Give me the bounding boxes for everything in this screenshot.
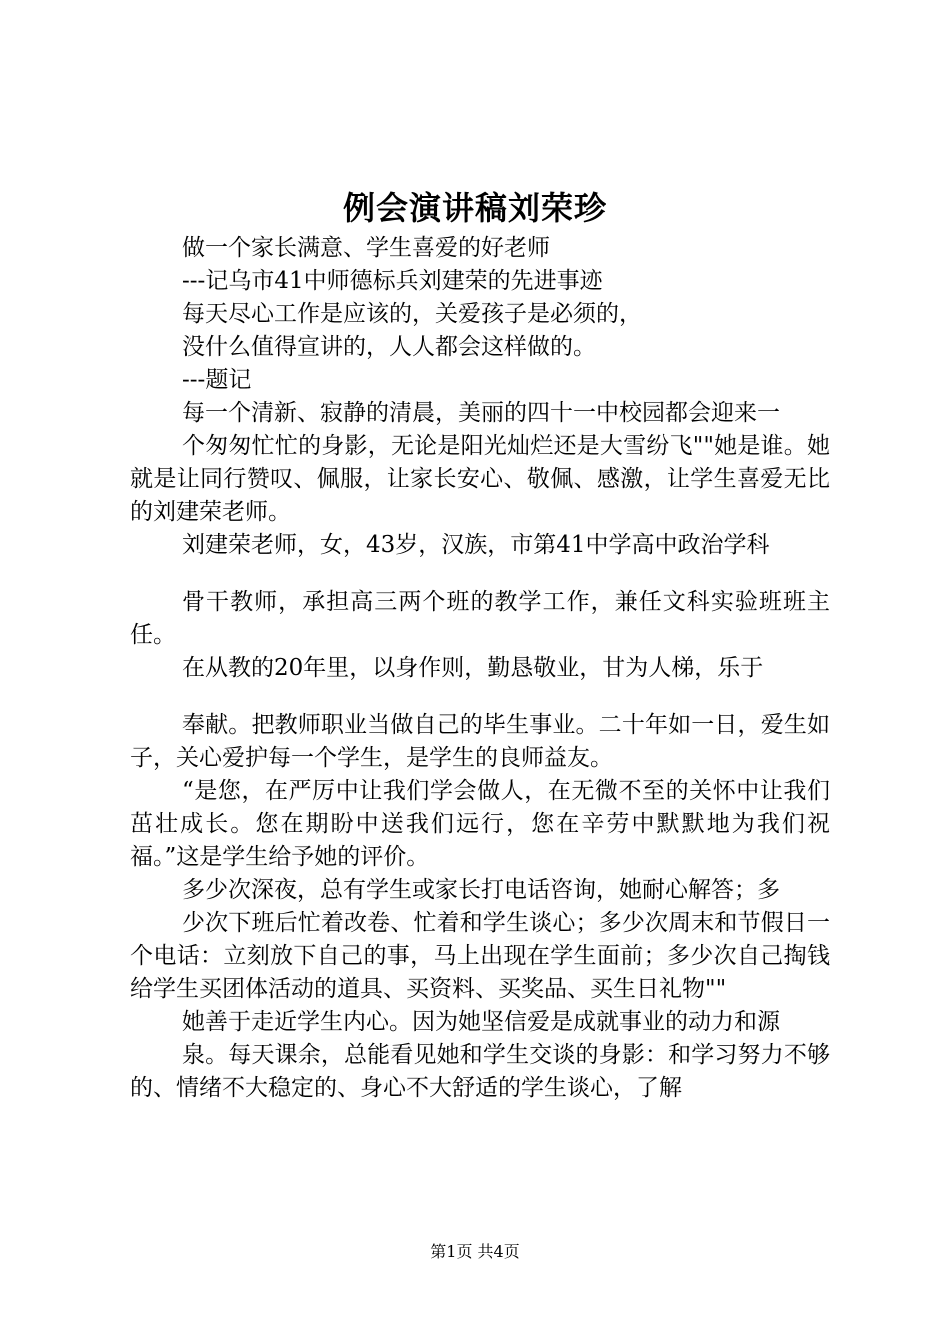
body-paragraph: 在从教的20年里，以身作则，勤恳敬业，甘为人梯，乐于 — [182, 655, 764, 681]
body-paragraph: “是您，在严厉中让我们学会做人，在无微不至的关怀中让我们茁壮成长。您在期盼中送我们远行，您在辛劳中默默地为我们祝福。”这是学生给予她的评价。 — [130, 778, 830, 870]
subtitle-byline: ---记乌市41中师德标兵刘建荣的先进事迹 — [182, 268, 603, 294]
document-title: 例会演讲稿刘荣珍 — [342, 189, 607, 227]
body-paragraph: 个匆匆忙忙的身影，无论是阳光灿烂还是大雪纷飞""她是谁。她就是让同行赞叹、佩服，让家长安心、敬佩、感激，让学生喜爱无比的刘建荣老师。 — [130, 433, 830, 525]
epigraph-line: 每天尽心工作是应该的，关爱孩子是必须的， — [182, 301, 642, 327]
body-paragraph: 每一个清新、寂静的清晨，美丽的四十一中校园都会迎来一 — [182, 400, 780, 426]
body-paragraph: 少次下班后忙着改卷、忙着和学生谈心；多少次周末和节假日一个电话：立刻放下自己的事，马上出现在学生面前；多少次自己掏钱给学生买团体活动的道具、买资料、买奖品、买生日礼物"" — [130, 910, 830, 1002]
body-paragraph: 她善于走近学生内心。因为她坚信爱是成就事业的动力和源 — [182, 1009, 780, 1035]
body-paragraph: 刘建荣老师，女，43岁，汉族，市第41中学高中政治学科 — [182, 532, 770, 558]
epigraph-attribution: ---题记 — [182, 367, 252, 393]
page-number-footer: 第1页 共4页 — [430, 1242, 520, 1261]
body-paragraph: 多少次深夜，总有学生或家长打电话咨询，她耐心解答；多 — [182, 877, 780, 903]
body-paragraph: 泉。每天课余，总能看见她和学生交谈的身影：和学习努力不够的、情绪不大稳定的、身心不大舒适的学生谈心，了解 — [130, 1042, 830, 1101]
subtitle-line: 做一个家长满意、学生喜爱的好老师 — [182, 235, 550, 261]
body-paragraph: 奉献。把教师职业当做自己的毕生事业。二十年如一日，爱生如子，关心爱护每一个学生，是学生的良师益友。 — [130, 712, 830, 771]
document-body — [130, 232, 830, 1105]
body-paragraph: 骨干教师，承担高三两个班的教学工作，兼任文科实验班班主任。 — [130, 589, 830, 648]
epigraph-line: 没什么值得宣讲的，人人都会这样做的。 — [182, 334, 596, 360]
